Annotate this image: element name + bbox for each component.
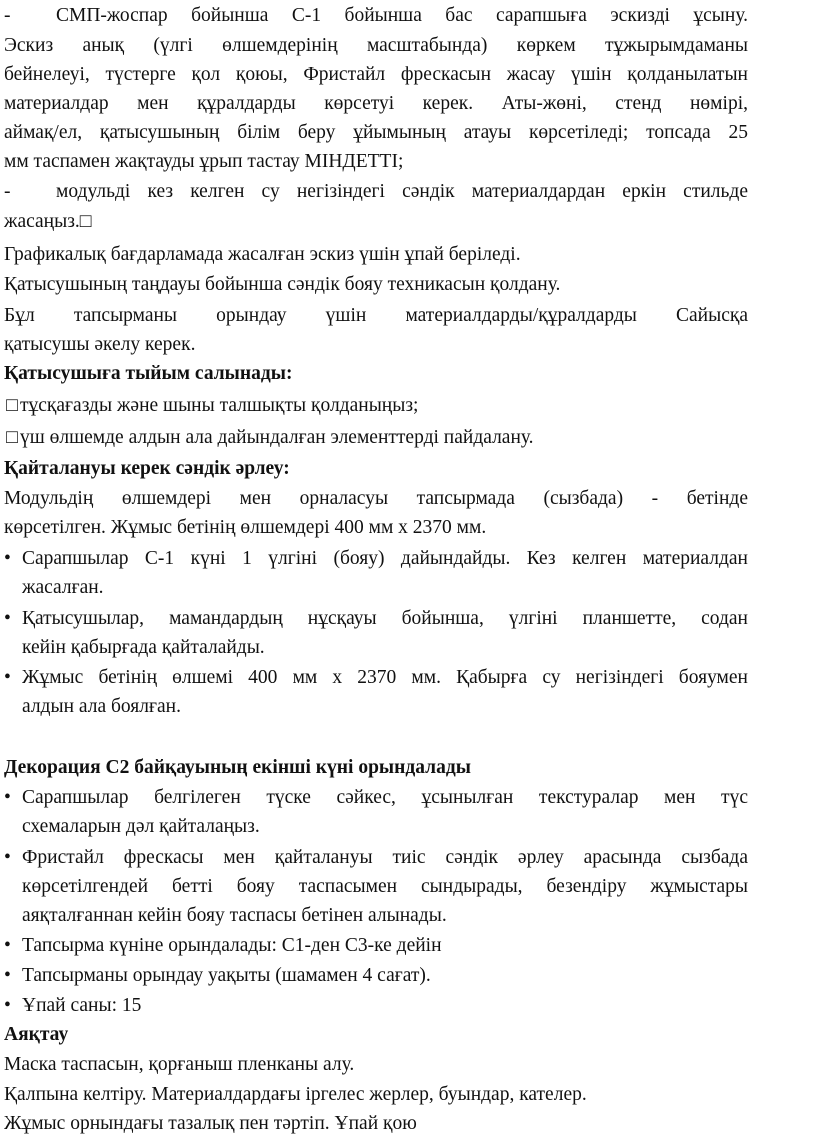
list-item-dash [4, 4, 748, 28]
bullet-marker: • [4, 935, 11, 956]
text-line: Эскиз анық (үлгі өлшемдерінің масштабында) көркем тұжырымдаманы [4, 35, 748, 56]
text-line: аяқталғаннан кейін бояу таспасы бетінен алынады. [22, 905, 447, 926]
bullet-marker: • [4, 847, 11, 868]
missing-glyph-icon: □ [6, 427, 18, 448]
text-line: Жұмыс орнындағы тазалық пен тәртіп. Ұпай қою [4, 1113, 417, 1134]
bullet-item: • Сарапшылар белгілеген түске сәйкес, ұсынылған текстуралар мен түс [4, 787, 748, 808]
missing-glyph-icon: □ [79, 211, 92, 232]
bullet-marker: • [4, 548, 11, 569]
bullet-marker: • [4, 608, 11, 629]
text-line: модульді кез келген су негізіндегі сәндік материалдардан еркін стильде [56, 181, 748, 202]
text-line: материалдар мен құралдарды көрсетуі керек. Аты-жөні, стенд нөмірі, [4, 93, 748, 114]
text-line: аймақ/ел, қатысушының білім беру ұйымының атауы көрсетіледі; топсада 25 [4, 122, 748, 143]
list-item: □ тұсқағазды және шыны талшықты қолданыңыз; [4, 394, 748, 418]
text-line: бейнелеуі, түстерге қол қоюы, Фристайл фрескасын жасау үшін қолданылатын [4, 64, 748, 85]
dash-marker: - [4, 181, 11, 202]
text-line: көрсетілгендей бетті бояу таспасымен сындырады, безендіру жұмыстары [22, 876, 748, 897]
text-line: СМП-жоспар бойынша С-1 бойынша бас сарапшыға эскизді ұсыну. [56, 5, 748, 26]
bullet-item: • Жұмыс бетінің өлшемі 400 мм х 2370 мм. Қабырға су негізіндегі бояумен [4, 667, 748, 688]
bullet-marker: • [4, 995, 11, 1016]
text-line: алдын ала боялған. [22, 696, 181, 717]
text-line: Бұл тапсырманы орындау үшін материалдарды/құралдарды Сайысқа [4, 305, 748, 326]
text-line: Қатысушының таңдауы бойынша сәндік бояу техникасын қолдану. [4, 274, 561, 295]
bullet-item: • Фристайл фрескасы мен қайталануы тиіс сәндік әрлеу арасында сызбада [4, 847, 748, 868]
section-heading: Декорация С2 байқауының екінші күні орындалады [4, 757, 471, 778]
section-heading: Аяқтау [4, 1024, 69, 1045]
text-line: Қалпына келтіру. Материалдардағы іргелес жерлер, буындар, кателер. [4, 1084, 587, 1105]
section-heading: Қатысушыға тыйым салынады: [4, 363, 293, 384]
text-line: қатысушы әкелу керек. [4, 334, 196, 355]
text-line: мм таспамен жақтауды ұрып тастау МІНДЕТТІ; [4, 151, 404, 172]
bullet-marker: • [4, 667, 11, 688]
dash-marker: - [4, 5, 11, 26]
bullet-marker: • [4, 787, 11, 808]
text-line: жасалған. [22, 577, 104, 598]
text-line: Модульдің өлшемдері мен орналасуы тапсырмада (сызбада) - бетінде [4, 488, 748, 509]
missing-glyph-icon: □ [6, 395, 18, 416]
text-line: Маска таспасын, қорғаныш пленканы алу. [4, 1054, 355, 1075]
text-line: Графикалық бағдарламада жасалған эскиз үшін ұпай беріледі. [4, 244, 521, 265]
text-line: жасаңыз.□ [4, 211, 92, 232]
bullet-item: • Сарапшылар С-1 күні 1 үлгіні (бояу) дайындайды. Кез келген материалдан [4, 548, 748, 569]
list-item: □ үш өлшемде алдын ала дайындалған элементтерді пайдалану. [4, 426, 748, 450]
text-line: көрсетілген. Жұмыс бетінің өлшемдері 400 мм х 2370 мм. [4, 517, 487, 538]
list-item-dash [4, 180, 748, 204]
bullet-item: • Ұпай саны: 15 [4, 995, 142, 1016]
bullet-marker: • [4, 965, 11, 986]
bullet-item: • Қатысушылар, мамандардың нұсқауы бойынша, үлгіні планшетте, содан [4, 608, 748, 629]
text-line: схемаларын дәл қайталаңыз. [22, 816, 260, 837]
section-heading: Қайталануы керек сәндік әрлеу: [4, 458, 290, 479]
text-line: кейін қабырғада қайталайды. [22, 637, 265, 658]
bullet-item: • Тапсырманы орындау уақыты (шамамен 4 сағат). [4, 965, 431, 986]
bullet-item: • Тапсырма күніне орындалады: С1-ден С3-ке дейін [4, 935, 442, 956]
